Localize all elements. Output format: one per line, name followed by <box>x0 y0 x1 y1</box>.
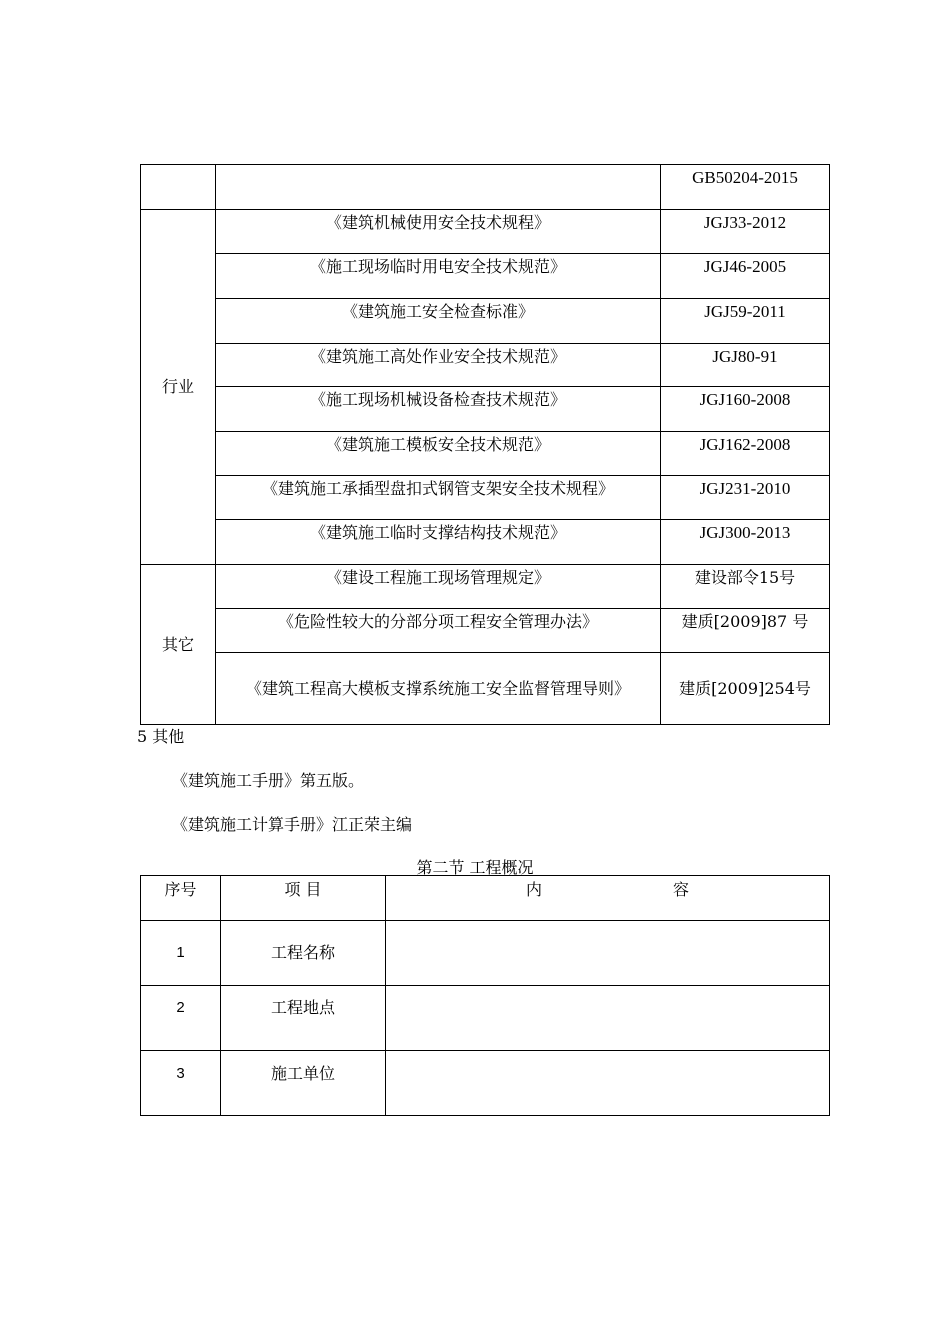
section-heading: 5 其他 <box>137 727 185 746</box>
category-other: 其它 <box>141 565 216 725</box>
row-content <box>386 986 830 1051</box>
standard-code: JGJ162-2008 <box>661 432 830 476</box>
standard-name: 《施工现场机械设备检查技术规范》 <box>216 387 661 432</box>
standard-name: 《建设工程施工现场管理规定》 <box>216 565 661 609</box>
header-content-left: 内 <box>526 880 543 899</box>
category-cell <box>141 165 216 210</box>
row-item: 工程名称 <box>221 921 386 986</box>
standard-code: JGJ33-2012 <box>661 210 830 254</box>
reference-item: 《建筑施工计算手册》江正荣主编 <box>172 815 413 834</box>
row-content <box>386 921 830 986</box>
standard-code: JGJ46-2005 <box>661 254 830 299</box>
table-row <box>141 653 830 725</box>
table-header-row <box>141 876 830 921</box>
standard-code: GB50204-2015 <box>661 165 830 210</box>
table-row <box>141 921 830 986</box>
category-industry: 行业 <box>141 210 216 565</box>
standard-name: 《建筑机械使用安全技术规程》 <box>216 210 661 254</box>
table-row <box>141 254 830 299</box>
table-row <box>141 1051 830 1116</box>
standard-code: 建设部令15号 <box>661 565 830 609</box>
table-row <box>141 432 830 476</box>
standard-name: 《建筑施工承插型盘扣式钢管支架安全技术规程》 <box>216 476 661 520</box>
table-row <box>141 210 830 254</box>
header-content-right: 容 <box>673 880 690 899</box>
standard-name: 《建筑工程高大模板支撑系统施工安全监督管理导则》 <box>216 653 661 725</box>
standard-name: 《建筑施工高处作业安全技术规范》 <box>216 344 661 387</box>
row-content <box>386 1051 830 1116</box>
section-title: 第二节 工程概况 <box>416 858 534 877</box>
standard-name: 《建筑施工安全检查标准》 <box>216 299 661 344</box>
table-row <box>141 476 830 520</box>
row-item: 工程地点 <box>221 986 386 1051</box>
standard-name <box>216 165 661 210</box>
standard-code: JGJ80-91 <box>661 344 830 387</box>
standard-name: 《危险性较大的分部分项工程安全管理办法》 <box>216 609 661 653</box>
standard-code: JGJ59-2011 <box>661 299 830 344</box>
table-row <box>141 165 830 210</box>
project-overview-table <box>140 875 830 1116</box>
row-seq: 3 <box>141 1051 221 1116</box>
row-seq: 1 <box>141 921 221 986</box>
standard-name: 《建筑施工临时支撑结构技术规范》 <box>216 520 661 565</box>
standard-name: 《建筑施工模板安全技术规范》 <box>216 432 661 476</box>
table-row <box>141 565 830 609</box>
table-row <box>141 520 830 565</box>
table-row <box>141 387 830 432</box>
standard-name: 《施工现场临时用电安全技术规范》 <box>216 254 661 299</box>
standard-code: 建质[2009]254号 <box>661 653 830 725</box>
header-item: 项 目 <box>221 876 386 921</box>
standard-code: JGJ231-2010 <box>661 476 830 520</box>
standard-code: JGJ160-2008 <box>661 387 830 432</box>
table-row <box>141 299 830 344</box>
standard-code: JGJ300-2013 <box>661 520 830 565</box>
header-content <box>386 876 830 921</box>
table-row <box>141 344 830 387</box>
standard-code: 建质[2009]87 号 <box>661 609 830 653</box>
table-row <box>141 609 830 653</box>
row-seq: 2 <box>141 986 221 1051</box>
standards-table <box>140 164 830 725</box>
header-seq: 序号 <box>141 876 221 921</box>
row-item: 施工单位 <box>221 1051 386 1116</box>
table-row <box>141 986 830 1051</box>
reference-item: 《建筑施工手册》第五版。 <box>172 771 365 790</box>
